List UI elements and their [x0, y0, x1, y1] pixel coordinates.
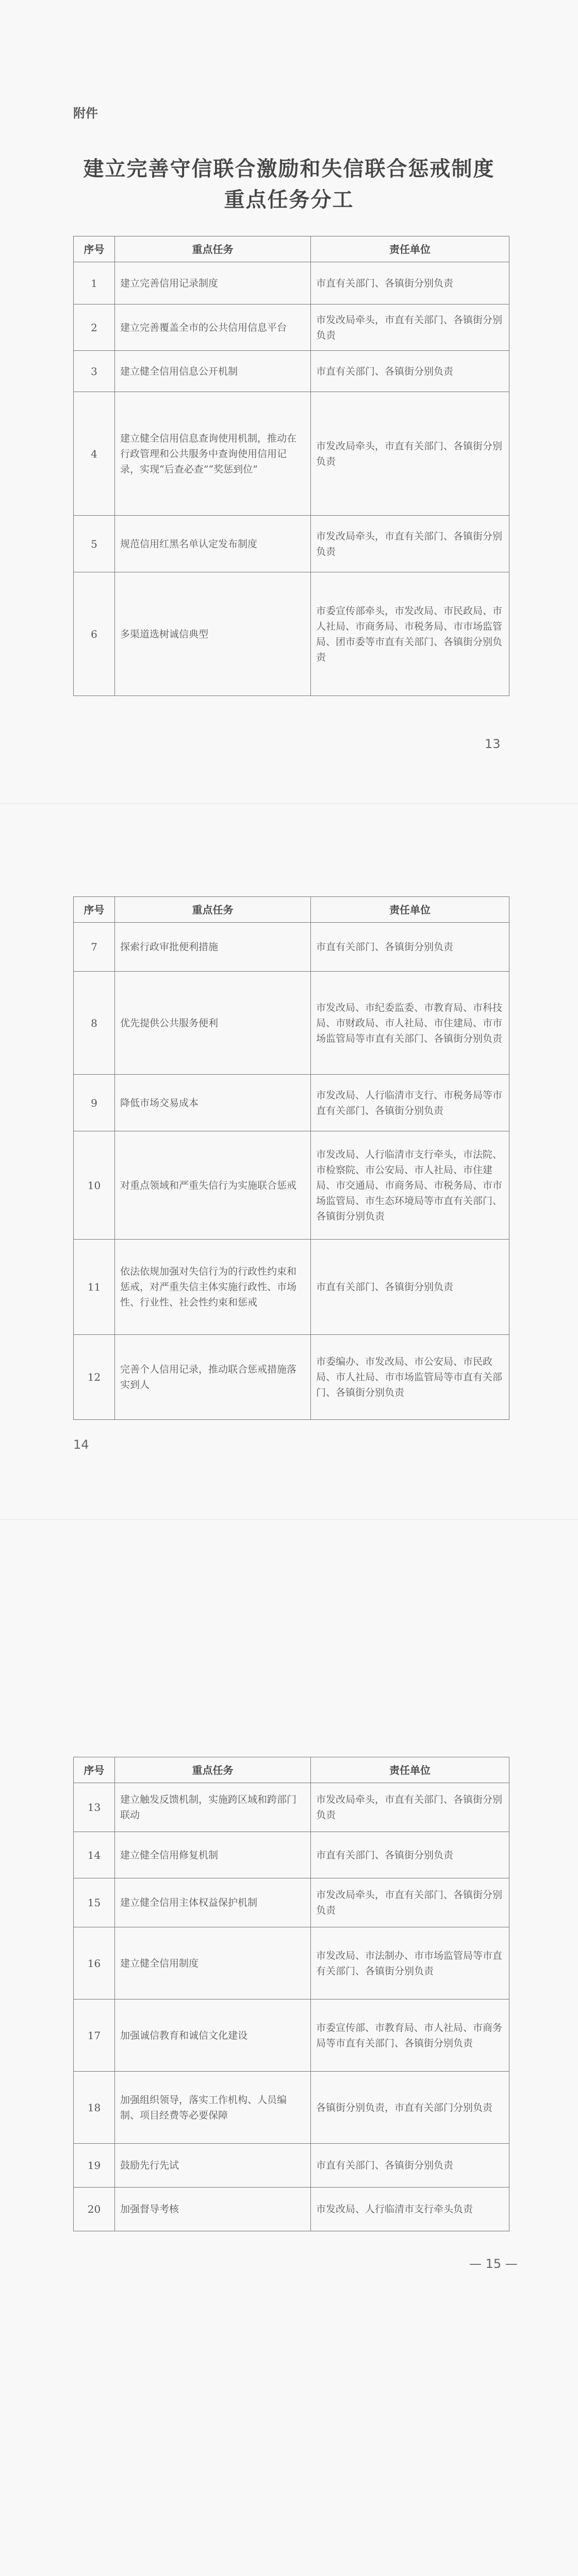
task-table-part-1 — [73, 236, 509, 696]
table-row — [74, 262, 509, 304]
column-header-task: 重点任务 — [115, 236, 311, 262]
column-header-num: 序号 — [74, 236, 115, 262]
row-num: 14 — [74, 1832, 115, 1878]
row-task: 建立健全信用信息公开机制 — [115, 351, 311, 392]
row-task: 建立健全信用信息查询使用机制，推动在行政管理和公共服务中查询使用信用记录，实现“后查必查”“奖惩到位” — [115, 392, 311, 516]
column-header-unit: 责任单位 — [311, 236, 509, 262]
page-number: 14 — [73, 1437, 89, 1452]
row-num: 10 — [74, 1131, 115, 1240]
row-unit: 市发改局、人行临清市支行牵头，市法院、市检察院、市公安局、市人社局、市住建局、市交通局、市商务局、市税务局、市市场监管局、市生态环境局等市直有关部门、各镇街分别负责 — [311, 1131, 509, 1240]
table-row — [74, 1335, 509, 1420]
row-num: 5 — [74, 516, 115, 572]
row-task: 降低市场交易成本 — [115, 1075, 311, 1131]
row-num: 6 — [74, 572, 115, 696]
row-unit: 市委宣传部、市教育局、市人社局、市商务局等市直有关部门、各镇街分别负责 — [311, 1999, 509, 2072]
table-row — [74, 1878, 509, 1927]
row-unit: 市发改局牵头，市直有关部门、各镇街分别负责 — [311, 1878, 509, 1927]
table-header-row — [74, 1757, 509, 1783]
row-unit: 市发改局牵头，市直有关部门、各镇街分别负责 — [311, 1783, 509, 1832]
column-header-task: 重点任务 — [115, 1757, 311, 1783]
page-number: 13 — [485, 737, 501, 751]
row-num: 9 — [74, 1075, 115, 1131]
row-unit: 市直有关部门、各镇街分别负责 — [311, 923, 509, 972]
row-num: 4 — [74, 392, 115, 516]
row-task: 加强诚信教育和诚信文化建设 — [115, 1999, 311, 2072]
row-num: 19 — [74, 2144, 115, 2188]
table-row — [74, 1075, 509, 1131]
column-header-num: 序号 — [74, 897, 115, 923]
column-header-num: 序号 — [74, 1757, 115, 1783]
row-task: 建立完善覆盖全市的公共信用信息平台 — [115, 304, 311, 351]
row-task: 建立触发反馈机制，实施跨区域和跨部门联动 — [115, 1783, 311, 1832]
row-task: 对重点领域和严重失信行为实施联合惩戒 — [115, 1131, 311, 1240]
table-row — [74, 2188, 509, 2231]
row-task: 多渠道选树诚信典型 — [115, 572, 311, 696]
row-task: 建立健全信用制度 — [115, 1927, 311, 1999]
row-task: 建立健全信用修复机制 — [115, 1832, 311, 1878]
row-unit: 市发改局、人行临清市支行、市税务局等市直有关部门、各镇街分别负责 — [311, 1075, 509, 1131]
row-unit: 市直有关部门、各镇街分别负责 — [311, 1832, 509, 1878]
row-task: 依法依规加强对失信行为的行政性约束和惩戒，对严重失信主体实施行政性、市场性、行业性、社会性约束和惩戒 — [115, 1240, 311, 1335]
row-unit: 市发改局牵头，市直有关部门、各镇街分别负责 — [311, 516, 509, 572]
document-page-2 — [0, 804, 578, 1520]
column-header-task: 重点任务 — [115, 897, 311, 923]
row-num: 7 — [74, 923, 115, 972]
document-title-line-2: 重点任务分工 — [224, 188, 354, 212]
row-num: 2 — [74, 304, 115, 351]
row-num: 8 — [74, 972, 115, 1075]
row-unit: 市直有关部门、各镇街分别负责 — [311, 351, 509, 392]
page-number: — 15 — — [469, 2257, 518, 2271]
row-task: 加强组织领导，落实工作机构、人员编制、项目经费等必要保障 — [115, 2072, 311, 2144]
row-unit: 市发改局、市法制办、市市场监管局等市直有关部门、各镇街分别负责 — [311, 1927, 509, 1999]
row-task: 建立健全信用主体权益保护机制 — [115, 1878, 311, 1927]
table-row — [74, 1832, 509, 1878]
table-row — [74, 1999, 509, 2072]
table-row — [74, 392, 509, 516]
row-unit: 市发改局、市纪委监委、市教育局、市科技局、市财政局、市人社局、市住建局、市市场监管局等市直有关部门、各镇街分别负责 — [311, 972, 509, 1075]
table-row — [74, 972, 509, 1075]
table-header-row — [74, 236, 509, 262]
table-row — [74, 304, 509, 351]
row-num: 11 — [74, 1240, 115, 1335]
table-row — [74, 516, 509, 572]
task-table-part-2 — [73, 896, 509, 1420]
table-header-row — [74, 897, 509, 923]
row-num: 17 — [74, 1999, 115, 2072]
table-row — [74, 1783, 509, 1832]
row-num: 13 — [74, 1783, 115, 1832]
row-num: 12 — [74, 1335, 115, 1420]
table-row — [74, 923, 509, 972]
row-task: 规范信用红黑名单认定发布制度 — [115, 516, 311, 572]
table-row — [74, 351, 509, 392]
row-unit: 市发改局牵头，市直有关部门、各镇街分别负责 — [311, 392, 509, 516]
task-table-part-3 — [73, 1757, 509, 2231]
document-page-3 — [0, 1520, 578, 2576]
table-row — [74, 1131, 509, 1240]
row-num: 3 — [74, 351, 115, 392]
row-task: 完善个人信用记录，推动联合惩戒措施落实到人 — [115, 1335, 311, 1420]
row-num: 20 — [74, 2188, 115, 2231]
table-row — [74, 2072, 509, 2144]
row-unit: 市委编办、市发改局、市公安局、市民政局、市人社局、市市场监管局等市直有关部门、各镇街分别负责 — [311, 1335, 509, 1420]
table-row — [74, 572, 509, 696]
table-row — [74, 2144, 509, 2188]
row-num: 1 — [74, 262, 115, 304]
row-unit: 市发改局牵头，市直有关部门、各镇街分别负责 — [311, 304, 509, 351]
row-task: 建立完善信用记录制度 — [115, 262, 311, 304]
row-task: 加强督导考核 — [115, 2188, 311, 2231]
row-unit: 市直有关部门、各镇街分别负责 — [311, 1240, 509, 1335]
row-unit: 市直有关部门、各镇街分别负责 — [311, 262, 509, 304]
row-unit: 市发改局、人行临清市支行牵头负责 — [311, 2188, 509, 2231]
column-header-unit: 责任单位 — [311, 1757, 509, 1783]
document-title-line-1: 建立完善守信联合激励和失信联合惩戒制度 — [83, 157, 495, 181]
table-row — [74, 1240, 509, 1335]
row-task: 优先提供公共服务便利 — [115, 972, 311, 1075]
column-header-unit: 责任单位 — [311, 897, 509, 923]
document-page-1 — [0, 0, 578, 804]
attachment-label: 附件 — [73, 106, 98, 121]
row-task: 鼓励先行先试 — [115, 2144, 311, 2188]
row-num: 18 — [74, 2072, 115, 2144]
row-unit: 市直有关部门、各镇街分别负责 — [311, 2144, 509, 2188]
row-unit: 市委宣传部牵头，市发改局、市民政局、市人社局、市商务局、市税务局、市市场监管局、团市委等市直有关部门、各镇街分别负责 — [311, 572, 509, 696]
row-task: 探索行政审批便利措施 — [115, 923, 311, 972]
row-num: 15 — [74, 1878, 115, 1927]
table-row — [74, 1927, 509, 1999]
row-unit: 各镇街分别负责，市直有关部门分别负责 — [311, 2072, 509, 2144]
row-num: 16 — [74, 1927, 115, 1999]
